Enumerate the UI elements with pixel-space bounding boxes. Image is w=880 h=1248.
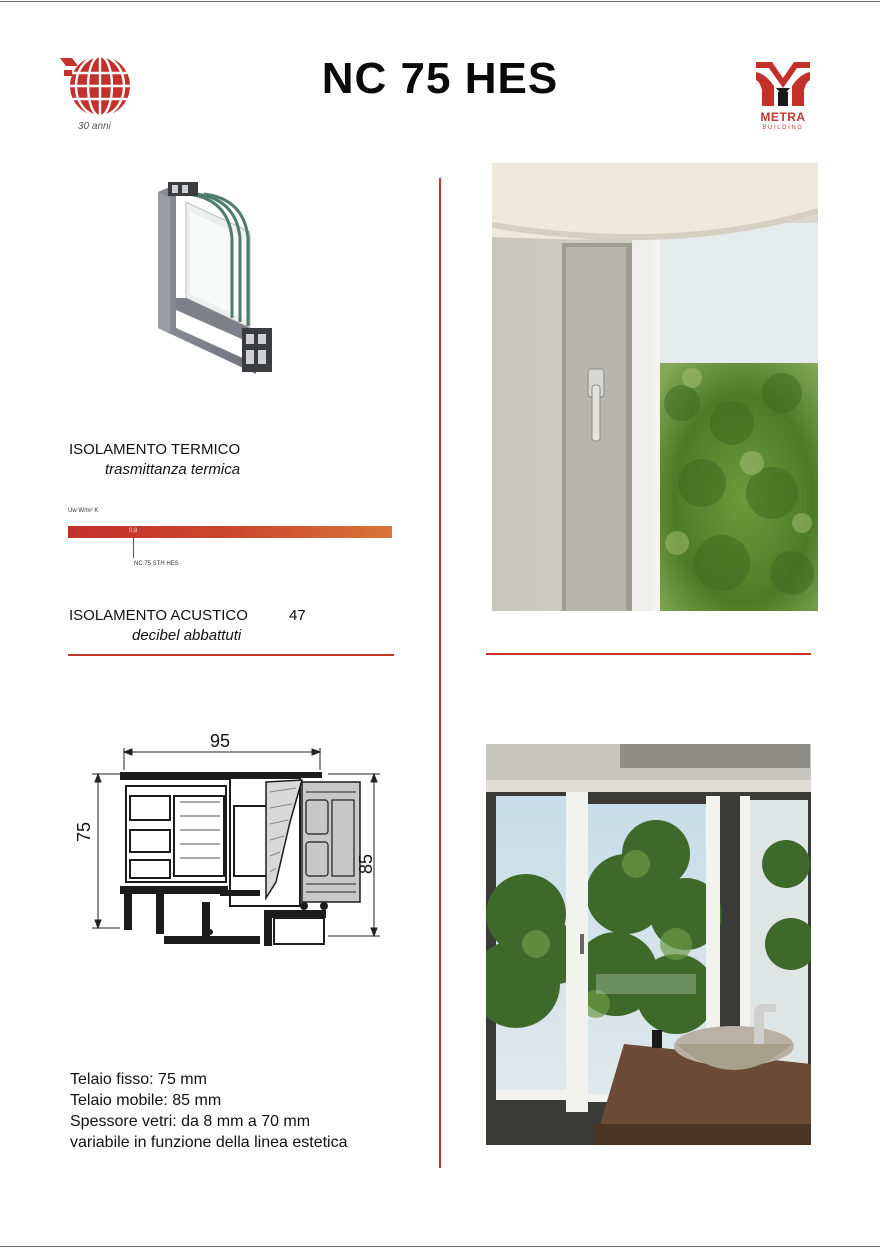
bottom-border [0, 1246, 880, 1247]
profile-3d-illustration [150, 178, 290, 378]
spec-glass-note: variabile in funzione della linea estetica [70, 1134, 348, 1151]
profile-section-drawing [70, 722, 390, 962]
page-title: NC 75 HES [321, 54, 559, 103]
dimension-label-left: 75 [74, 821, 94, 842]
right-section-rule [486, 653, 811, 655]
bathroom-window-photo [486, 744, 811, 1145]
dimension-label-top: 95 [210, 731, 231, 751]
spec-glass-thickness: Spessore vetri: da 8 mm a 70 mm [70, 1113, 311, 1130]
thermal-transmittance-bar [68, 526, 392, 538]
spec-fixed-frame: Telaio fisso: 75 mm [70, 1071, 207, 1088]
thermal-bar-unit-label: Uw W/m² K [68, 508, 99, 514]
acoustic-insulation-subtitle: decibel abbattuti [132, 627, 242, 644]
thermal-bar-value-label: 0,8 [129, 528, 138, 534]
acoustic-insulation-value: 47 [289, 607, 306, 624]
left-section-rule [68, 654, 394, 656]
metra-subbrand: BUILDING [762, 125, 804, 131]
thermal-insulation-subtitle: trasmittanza termica [105, 461, 241, 478]
column-divider [439, 178, 441, 1168]
specifications-block [70, 1069, 348, 1153]
thermal-insulation-title: ISOLAMENTO TERMICO [69, 441, 241, 458]
thermal-bar-product-label: NC 75 STH HES [134, 561, 179, 567]
acoustic-insulation-title: ISOLAMENTO ACUSTICO [69, 607, 248, 624]
anniversary-caption: 30 anni [78, 121, 111, 132]
metra-brand: METRA [760, 110, 806, 124]
metra-emblem-icon [752, 56, 814, 108]
thermal-bar-marker [133, 538, 134, 558]
spec-mobile-frame: Telaio mobile: 85 mm [70, 1092, 222, 1109]
window-handle-photo [492, 163, 818, 611]
top-border [0, 1, 880, 2]
dimension-label-right: 85 [356, 853, 376, 874]
metra-logo [752, 56, 814, 136]
